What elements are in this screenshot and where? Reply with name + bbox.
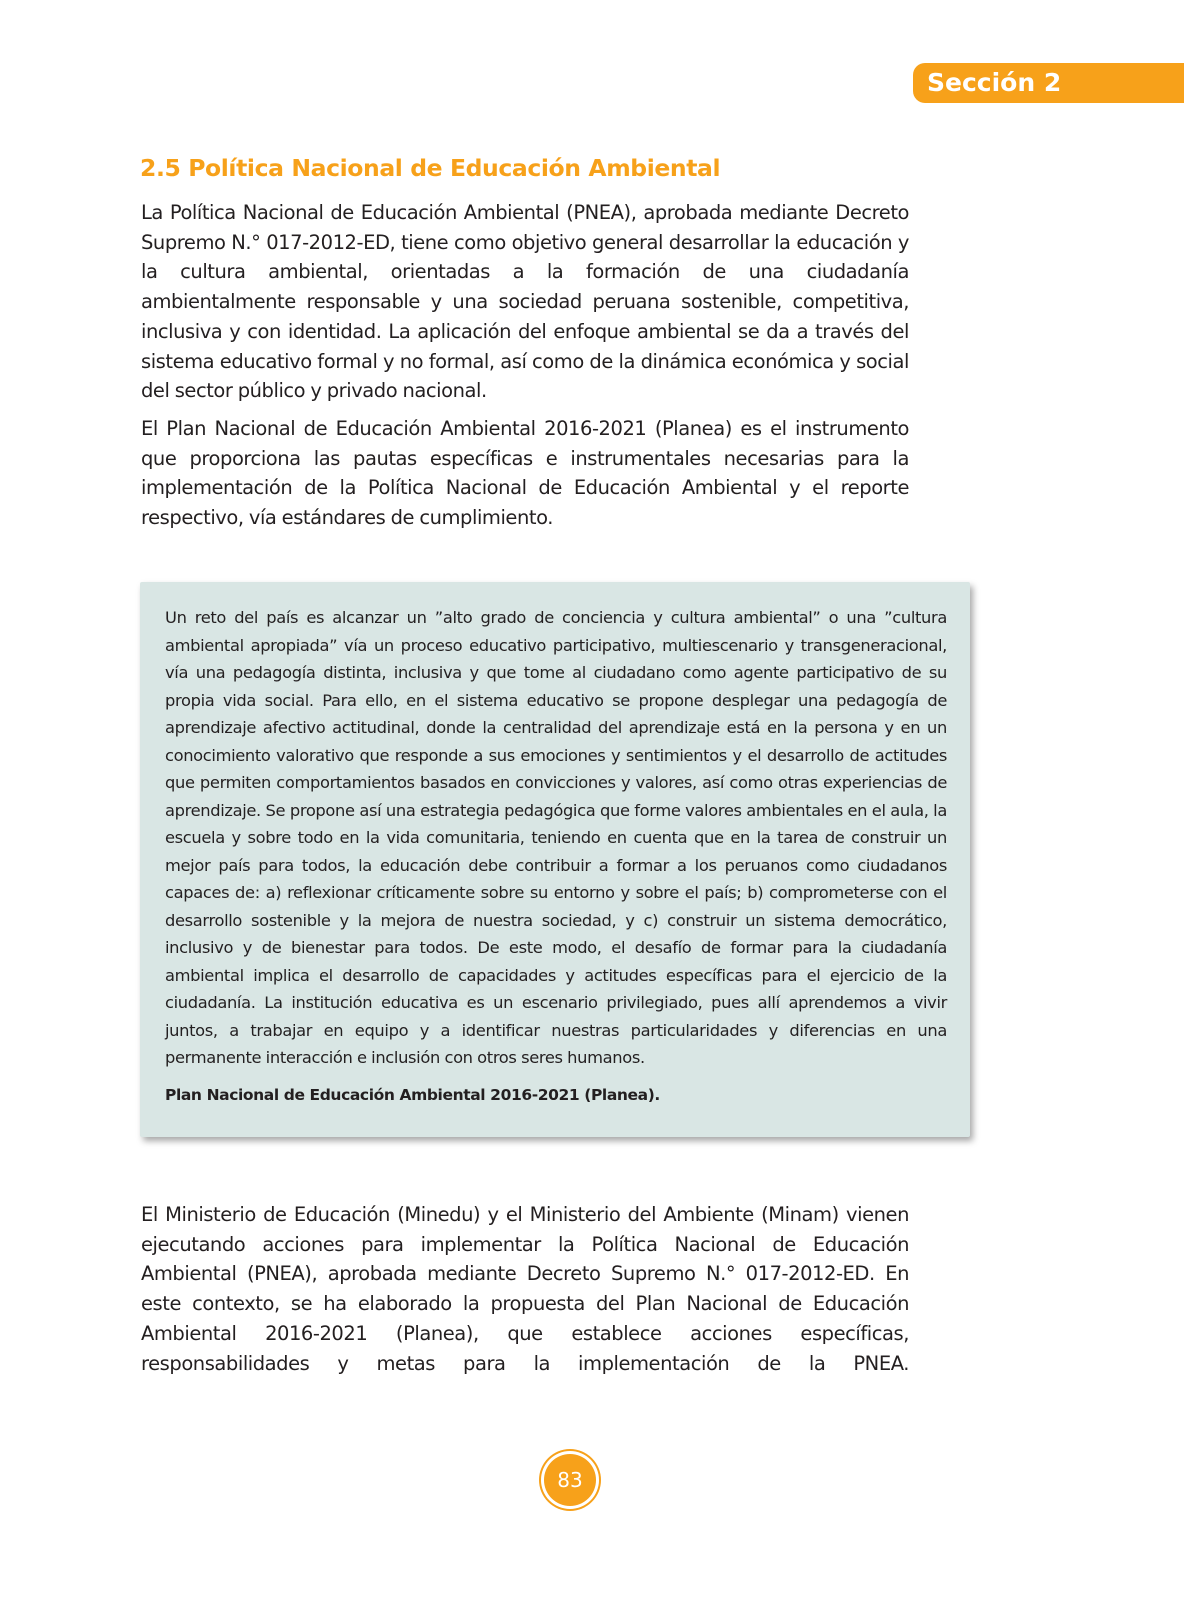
section-heading: 2.5 Política Nacional de Educación Ambiental	[140, 154, 721, 182]
body-paragraph-planea: El Plan Nacional de Educación Ambiental 2016-2021 (Planea) es el instrumento que proporciona las pautas específicas e instrumentales necesarias para la implementación de la Política Nacional de Educación Ambiental y el reporte respectivo, vía estándares de cumplimiento.	[141, 417, 909, 530]
body-paragraph-pnea: La Política Nacional de Educación Ambiental (PNEA), aprobada mediante Decreto Supremo N.° 017-2012-ED, tiene como objetivo general desarrollar la educación y la cultura ambiental, orientadas a la formación de una ciudadanía ambientalmente responsable y una sociedad peruana sostenible, competitiva, inclusiva y con identidad. La aplicación del enfoque ambiental se da a través del sistema educativo formal y no formal, así como de la dinámica económica y social del sector público y privado nacional.	[141, 201, 909, 403]
quote-text: Un reto del país es alcanzar un ”alto grado de conciencia y cultura ambiental” o una ”cultura ambiental apropiada” vía un proceso educativo participativo, multiescenario y transgeneracional, vía una pedagogía distinta, inclusiva y que tome al ciudadano como agente participativo de su propia vida social. Para ello, en el sistema educativo se propone desplegar una pedagogía de aprendizaje afectivo actitudinal, donde la centralidad del aprendizaje está en la persona y en un conocimiento valorativo que responde a sus emociones y sentimientos y el desarrollo de actitudes que permiten comportamientos basados en convicciones y valores, así como otras experiencias de aprendizaje. Se propone así una estrategia pedagógica que forme valores ambientales en el aula, la escuela y sobre todo en la vida comunitaria, teniendo en cuenta que en la tarea de construir un mejor país para todos, la educación debe contribuir a formar a los peruanos como ciudadanos capaces de: a) reflexionar críticamente sobre su entorno y sobre el país; b) comprometerse con el desarrollo sostenible y la mejora de nuestra sociedad, y c) construir un sistema democrático, inclusivo y de bienestar para todos. De este modo, el desafío de formar para la ciudadanía ambiental implica el desarrollo de capacidades y actitudes específicas para el ejercicio de la ciudadanía. La institución educativa es un escenario privilegiado, pues allí aprendemos a vivir juntos, a trabajar en equipo y a identificar nuestras particularidades y diferencias en una permanente interacción e inclusión con otros seres humanos.	[165, 608, 947, 1067]
quote-box	[140, 582, 970, 1137]
page-number: 83	[541, 1451, 599, 1509]
section-tab: Sección 2	[913, 63, 1184, 103]
quote-source: Plan Nacional de Educación Ambiental 2016-2021 (Planea).	[165, 1086, 660, 1104]
body-paragraph-minedu: El Ministerio de Educación (Minedu) y el Ministerio del Ambiente (Minam) vienen ejecutando acciones para implementar la Política Nacional de Educación Ambiental (PNEA), aprobada mediante Decreto Supremo N.° 017-2012-ED. En este contexto, se ha elaborado la propuesta del Plan Nacional de Educación Ambiental 2016-2021 (Planea), que establece acciones específicas, responsabilidades y metas para la implementación de la PNEA.	[141, 1203, 909, 1375]
